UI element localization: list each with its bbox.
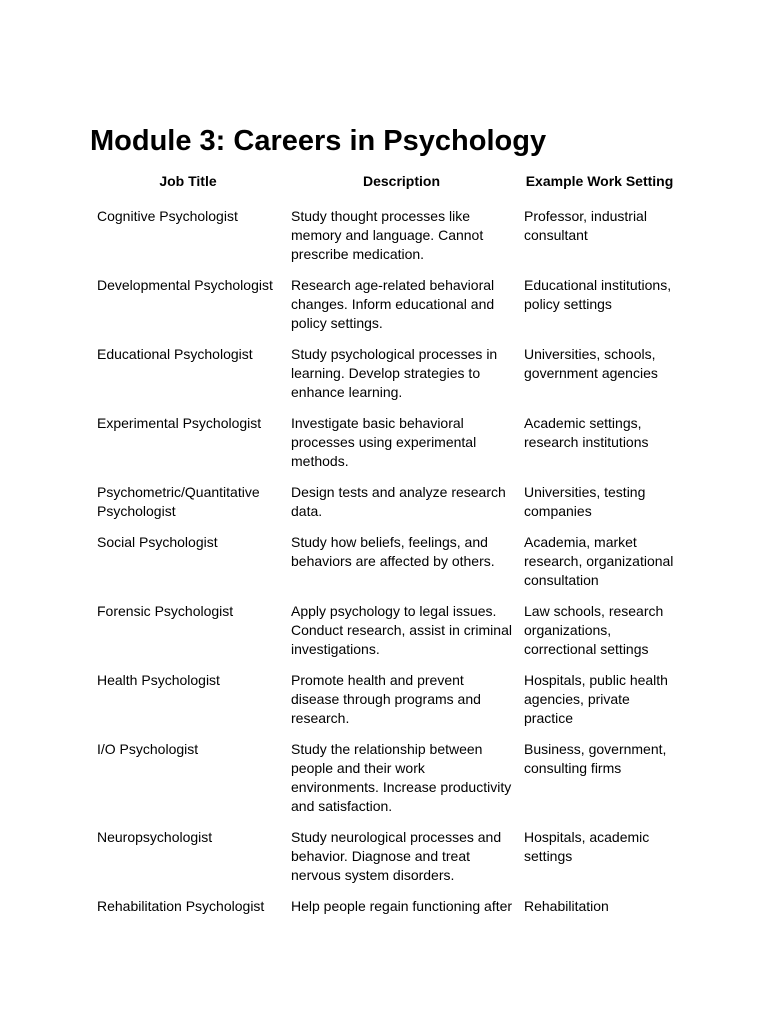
job-title-cell: Psychometric/Quantitative Psychologist	[97, 484, 260, 519]
job-title-cell: Developmental Psychologist	[97, 277, 273, 293]
table-row	[91, 345, 681, 414]
work-setting-cell: Educational institutions, policy settings	[524, 277, 672, 312]
description-cell: Promote health and prevent disease through programs and research.	[291, 672, 481, 726]
job-title-cell: Experimental Psychologist	[97, 415, 262, 431]
job-title-cell: Rehabilitation Psychologist	[97, 898, 265, 914]
description-cell: Design tests and analyze research data.	[291, 484, 506, 519]
description-cell: Study neurological processes and behavior. Diagnose and treat nervous system disorders.	[291, 829, 502, 883]
work-setting-cell: Hospitals, academic settings	[524, 829, 650, 864]
work-setting-cell: Law schools, research organizations, correctional settings	[524, 603, 664, 657]
work-setting-cell: Universities, schools, government agencies	[524, 346, 658, 381]
job-title-cell: I/O Psychologist	[97, 741, 199, 757]
work-setting-cell: Academic settings, research institutions	[524, 415, 649, 450]
job-title-cell: Health Psychologist	[97, 672, 220, 688]
table-header-row	[91, 168, 681, 207]
job-title-cell: Neuropsychologist	[97, 829, 213, 845]
column-header-job-title: Job Title	[159, 173, 217, 189]
table-row	[91, 207, 681, 276]
description-cell: Research age-related behavioral changes. Inform educational and policy settings.	[291, 277, 495, 331]
work-setting-cell: Professor, industrial consultant	[524, 208, 647, 243]
table-row	[91, 276, 681, 345]
job-title-cell: Social Psychologist	[97, 534, 218, 550]
work-setting-cell: Business, government, consulting firms	[524, 741, 667, 776]
job-title-cell: Educational Psychologist	[97, 346, 253, 362]
careers-table	[91, 168, 681, 928]
description-cell: Study psychological processes in learning. Develop strategies to enhance learning.	[291, 346, 498, 400]
table-row	[91, 533, 681, 602]
description-cell: Study how beliefs, feelings, and behaviors are affected by others.	[291, 534, 495, 569]
column-header-work-setting: Example Work Setting	[525, 173, 674, 189]
job-title-cell: Forensic Psychologist	[97, 603, 234, 619]
description-cell: Study the relationship between people and their work environments. Increase productivity and satisfaction.	[291, 741, 512, 814]
job-title-cell: Cognitive Psychologist	[97, 208, 238, 224]
table-row	[91, 828, 681, 897]
description-cell: Investigate basic behavioral processes using experimental methods.	[291, 415, 477, 469]
description-cell: Apply psychology to legal issues. Conduct research, assist in criminal investigations.	[291, 603, 512, 657]
table-row	[91, 671, 681, 740]
table-row	[91, 740, 681, 828]
table-row	[91, 483, 681, 533]
table-row	[91, 897, 681, 928]
work-setting-cell: Academia, market research, organizational consultation	[524, 534, 674, 588]
work-setting-cell: Rehabilitation	[524, 898, 609, 914]
description-cell: Help people regain functioning after	[291, 898, 513, 914]
column-header-description: Description	[362, 173, 440, 189]
work-setting-cell: Hospitals, public health agencies, private practice	[524, 672, 668, 726]
work-setting-cell: Universities, testing companies	[524, 484, 646, 519]
table-row	[91, 414, 681, 483]
description-cell: Study thought processes like memory and language. Cannot prescribe medication.	[291, 208, 484, 262]
table-row	[91, 602, 681, 671]
page-title: Module 3: Careers in Psychology	[90, 125, 547, 157]
